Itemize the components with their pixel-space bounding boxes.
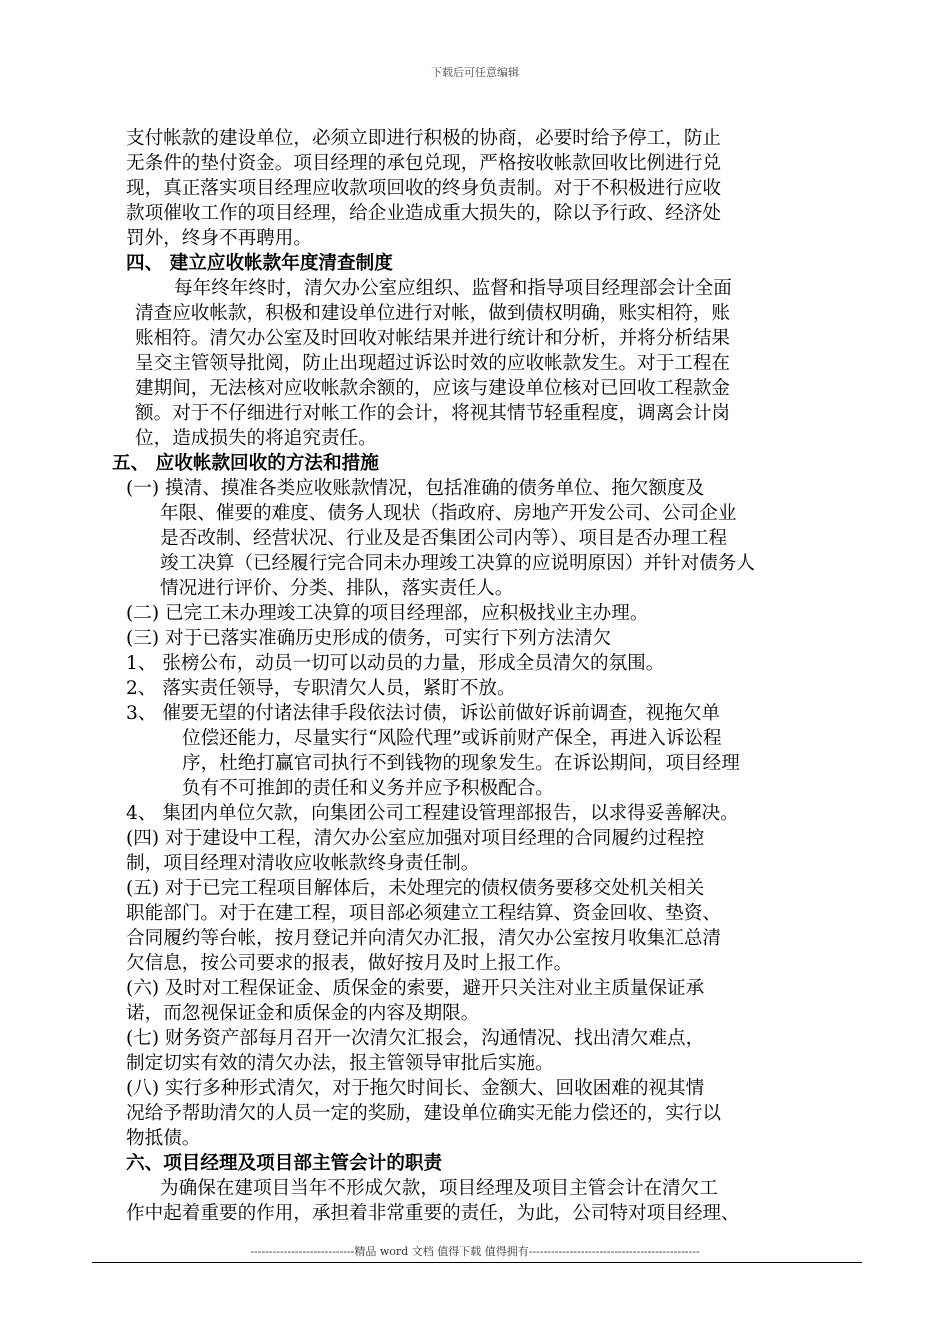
paragraph-line: 每年终年终时，清欠办公室应组织、监督和指导项目经理部会计全面 <box>174 278 732 299</box>
paragraph-line: 负有不可推卸的责任和义务并应予积极配合。 <box>182 778 554 799</box>
paragraph-line: 额。对于不仔细进行对帐工作的会计，将视其情节轻重程度，调离会计岗 <box>135 403 731 424</box>
list-item: (二) 已完工未办理竣工决算的项目经理部，应积极找业主办理。 <box>126 603 649 624</box>
list-item: (一) 摸清、摸准各类应收账款情况，包括准确的债务单位、拖欠额度及 <box>126 478 705 499</box>
paragraph-line: 序，杜绝打赢官司执行不到钱物的现象发生。在诉讼期间，项目经理 <box>182 753 740 774</box>
list-item: 3、 催要无望的付诸法律手段依法讨债，诉讼前做好诉前调查，视拖欠单 <box>126 703 721 724</box>
paragraph-line: 罚外，终身不再聘用。 <box>126 228 312 249</box>
list-item: (三) 对于已落实准确历史形成的债务，可实行下列方法清欠 <box>126 628 612 649</box>
list-item: (五) 对于已完工程项目解体后，未处理完的债权债务要移交处机关相关 <box>126 878 705 899</box>
section-heading-6: 六、项目经理及项目部主管会计的职责 <box>126 1153 443 1174</box>
paragraph-line: 是否改制、经营状况、行业及是否集团公司内等）、项目是否办理工程 <box>160 528 728 549</box>
list-item: (六) 及时对工程保证金、质保金的索要，避开只关注对业主质量保证承 <box>126 978 705 999</box>
list-item: 2、 落实责任领导，专职清欠人员，紧盯不放。 <box>126 678 516 699</box>
paragraph-line: 欠信息，按公司要求的报表，做好按月及时上报工作。 <box>126 953 573 974</box>
page-header: 下载后可任意编辑 <box>431 66 519 79</box>
paragraph-line: 况给予帮助清欠的人员一定的奖励，建设单位确实无能力偿还的，实行以 <box>126 1103 722 1124</box>
paragraph-line: 款项催收工作的项目经理，给企业造成重大损失的，除以予行政、经济处 <box>126 203 722 224</box>
paragraph-line: 情况进行评价、分类、排队，落实责任人。 <box>160 578 514 599</box>
page-footer: ----------------------------精品 word 文档 值得下载 值得拥有---------------------------------------------- <box>250 1245 700 1258</box>
paragraph-line: 竣工决算（已经履行完合同未办理竣工决算的应说明原因）并针对债务人 <box>160 553 756 574</box>
paragraph-line: 为确保在建项目当年不形成欠款，项目经理及项目主管会计在清欠工 <box>160 1178 718 1199</box>
paragraph-line: 位，造成损失的将追究责任。 <box>135 428 377 449</box>
paragraph-line: 支付帐款的建设单位，必须立即进行积极的协商，必要时给予停工，防止 <box>126 128 722 149</box>
list-item: (八) 实行多种形式清欠，对于拖欠时间长、金额大、回收困难的视其情 <box>126 1078 705 1099</box>
paragraph-line: 合同履约等台帐，按月登记并向清欠办汇报，清欠办公室按月收集汇总清 <box>126 928 722 949</box>
paragraph-line: 现，真正落实项目经理应收款项回收的终身负责制。对于不积极进行应收 <box>126 178 722 199</box>
paragraph-line: 诺，而忽视保证金和质保金的内容及期限。 <box>126 1003 480 1024</box>
list-item: 4、 集团内单位欠款，向集团公司工程建设管理部报告，以求得妥善解决。 <box>126 803 739 824</box>
paragraph-line: 账相符。清欠办公室及时回收对帐结果并进行统计和分析，并将分析结果 <box>135 328 731 349</box>
paragraph-line: 年限、催要的难度、债务人现状（指政府、房地产开发公司、公司企业 <box>160 503 737 524</box>
paragraph-line: 物抵债。 <box>126 1128 201 1149</box>
section-heading-4: 四、 建立应收帐款年度清查制度 <box>126 253 393 274</box>
section-heading-5: 五、 应收帐款回收的方法和措施 <box>112 453 379 474</box>
paragraph-line: 呈交主管领导批阅，防止出现超过诉讼时效的应收帐款发生。对于工程在 <box>135 353 731 374</box>
paragraph-line: 建期间，无法核对应收帐款余额的，应该与建设单位核对已回收工程款金 <box>135 378 731 399</box>
paragraph-line: 无条件的垫付资金。项目经理的承包兑现，严格按收帐款回收比例进行兑 <box>126 153 722 174</box>
paragraph-line: 清查应收帐款，积极和建设单位进行对帐，做到债权明确，账实相符，账 <box>135 303 731 324</box>
list-item: (四) 对于建设中工程，清欠办公室应加强对项目经理的合同履约过程控 <box>126 828 705 849</box>
list-item: 1、 张榜公布，动员一切可以动员的力量，形成全员清欠的氛围。 <box>126 653 665 674</box>
paragraph-line: 制，项目经理对清收应收帐款终身责任制。 <box>126 853 480 874</box>
paragraph-line: 作中起着重要的作用，承担着非常重要的责任，为此，公司特对项目经理、 <box>126 1203 740 1224</box>
paragraph-line: 制定切实有效的清欠办法，报主管领导审批后实施。 <box>126 1053 554 1074</box>
list-item: (七) 财务资产部每月召开一次清欠汇报会，沟通情况、找出清欠难点， <box>126 1028 705 1049</box>
paragraph-line: 位偿还能力，尽量实行“风险代理”或诉前财产保全，再进入诉讼程 <box>182 728 722 749</box>
footer-rule <box>92 1262 862 1263</box>
paragraph-line: 职能部门。对于在建工程，项目部必须建立工程结算、资金回收、垫资、 <box>126 903 722 924</box>
